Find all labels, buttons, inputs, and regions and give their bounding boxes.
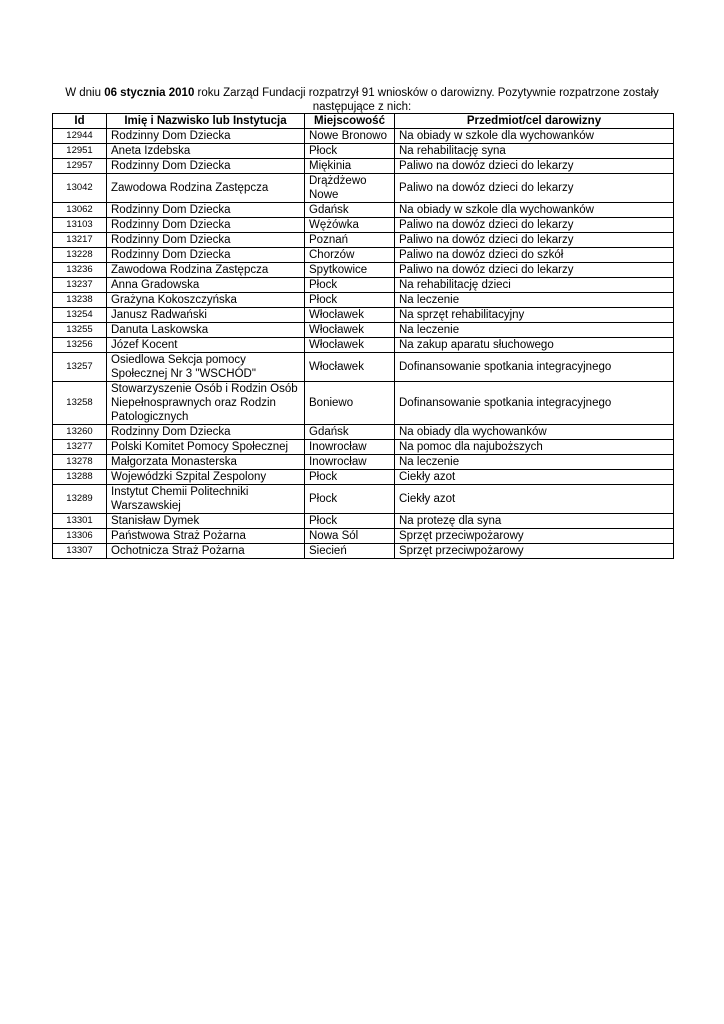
row-city-cell: Płock	[305, 278, 395, 293]
row-name-cell: Ochotnicza Straż Pożarna	[107, 544, 305, 559]
row-city-cell: Włocławek	[305, 338, 395, 353]
table-row	[53, 233, 674, 248]
row-id-cell: 12957	[53, 159, 107, 174]
row-name-cell: Józef Kocent	[107, 338, 305, 353]
row-city-cell: Płock	[305, 293, 395, 308]
row-name-cell: Wojewódzki Szpital Zespolony	[107, 470, 305, 485]
row-name-cell: Anna Gradowska	[107, 278, 305, 293]
row-city-cell: Nowa Sól	[305, 529, 395, 544]
row-id-cell: 13062	[53, 203, 107, 218]
table-row	[53, 529, 674, 544]
row-city-cell: Poznań	[305, 233, 395, 248]
row-purpose-cell: Paliwo na dowóz dzieci do lekarzy	[395, 233, 674, 248]
row-city-cell: Gdańsk	[305, 425, 395, 440]
row-id-cell: 13236	[53, 263, 107, 278]
row-name-cell: Instytut Chemii Politechniki Warszawskiej	[107, 485, 305, 514]
row-id-cell: 13042	[53, 174, 107, 203]
row-id-cell: 13256	[53, 338, 107, 353]
table-row	[53, 308, 674, 323]
intro-date: 06 stycznia 2010	[104, 87, 195, 99]
table-row	[53, 323, 674, 338]
table-row	[53, 485, 674, 514]
row-city-cell: Inowrocław	[305, 440, 395, 455]
table-row	[53, 174, 674, 203]
header-purpose: Przedmiot/cel darowizny	[395, 114, 674, 129]
row-purpose-cell: Na zakup aparatu słuchowego	[395, 338, 674, 353]
intro-suffix: roku Zarząd Fundacji rozpatrzył 91 wniosków o darowizny. Pozytywnie rozpatrzone zostały następujące z nich:	[194, 87, 659, 113]
row-purpose-cell: Dofinansowanie spotkania integracyjnego	[395, 353, 674, 382]
row-purpose-cell: Paliwo na dowóz dzieci do lekarzy	[395, 174, 674, 203]
row-city-cell: Wężówka	[305, 218, 395, 233]
row-name-cell: Aneta Izdebska	[107, 144, 305, 159]
row-id-cell: 13301	[53, 514, 107, 529]
table-row	[53, 129, 674, 144]
row-purpose-cell: Ciekły azot	[395, 470, 674, 485]
row-purpose-cell: Paliwo na dowóz dzieci do lekarzy	[395, 218, 674, 233]
row-city-cell: Miękinia	[305, 159, 395, 174]
row-city-cell: Włocławek	[305, 323, 395, 338]
donations-table	[52, 113, 674, 559]
row-name-cell: Rodzinny Dom Dziecka	[107, 203, 305, 218]
row-city-cell: Płock	[305, 485, 395, 514]
row-city-cell: Siecień	[305, 544, 395, 559]
row-id-cell: 13278	[53, 455, 107, 470]
row-purpose-cell: Na obiady w szkole dla wychowanków	[395, 129, 674, 144]
row-purpose-cell: Na protezę dla syna	[395, 514, 674, 529]
table-row	[53, 144, 674, 159]
row-purpose-cell: Sprzęt przeciwpożarowy	[395, 544, 674, 559]
table-row	[53, 514, 674, 529]
table-row	[53, 293, 674, 308]
row-name-cell: Rodzinny Dom Dziecka	[107, 218, 305, 233]
row-purpose-cell: Paliwo na dowóz dzieci do szkół	[395, 248, 674, 263]
row-purpose-cell: Paliwo na dowóz dzieci do lekarzy	[395, 159, 674, 174]
row-name-cell: Danuta Laskowska	[107, 323, 305, 338]
row-name-cell: Państwowa Straż Pożarna	[107, 529, 305, 544]
row-id-cell: 13277	[53, 440, 107, 455]
row-city-cell: Drążdżewo Nowe	[305, 174, 395, 203]
row-city-cell: Gdańsk	[305, 203, 395, 218]
row-city-cell: Chorzów	[305, 248, 395, 263]
row-purpose-cell: Na rehabilitację dzieci	[395, 278, 674, 293]
row-purpose-cell: Sprzęt przeciwpożarowy	[395, 529, 674, 544]
table-row	[53, 159, 674, 174]
row-purpose-cell: Paliwo na dowóz dzieci do lekarzy	[395, 263, 674, 278]
table-row	[53, 470, 674, 485]
intro-paragraph	[52, 86, 672, 114]
row-city-cell: Inowrocław	[305, 455, 395, 470]
row-purpose-cell: Na obiady w szkole dla wychowanków	[395, 203, 674, 218]
header-city: Miejscowość	[305, 114, 395, 129]
table-row	[53, 203, 674, 218]
row-id-cell: 13238	[53, 293, 107, 308]
intro-prefix: W dniu	[65, 87, 105, 99]
row-name-cell: Rodzinny Dom Dziecka	[107, 248, 305, 263]
row-city-cell: Nowe Bronowo	[305, 129, 395, 144]
row-purpose-cell: Na rehabilitację syna	[395, 144, 674, 159]
row-name-cell: Rodzinny Dom Dziecka	[107, 159, 305, 174]
table-row	[53, 218, 674, 233]
row-id-cell: 13307	[53, 544, 107, 559]
row-city-cell: Włocławek	[305, 353, 395, 382]
row-name-cell: Małgorzata Monasterska	[107, 455, 305, 470]
row-name-cell: Osiedlowa Sekcja pomocy Społecznej Nr 3 "WSCHÓD"	[107, 353, 305, 382]
header-id: Id	[53, 114, 107, 129]
table-row	[53, 248, 674, 263]
table-row	[53, 278, 674, 293]
table-row	[53, 382, 674, 425]
row-id-cell: 12951	[53, 144, 107, 159]
table-row	[53, 544, 674, 559]
table-header	[53, 114, 674, 129]
row-id-cell: 13258	[53, 382, 107, 425]
row-id-cell: 13289	[53, 485, 107, 514]
row-name-cell: Grażyna Kokoszczyńska	[107, 293, 305, 308]
row-name-cell: Rodzinny Dom Dziecka	[107, 233, 305, 248]
row-name-cell: Stowarzyszenie Osób i Rodzin Osób Niepełnosprawnych oraz Rodzin Patologicznych	[107, 382, 305, 425]
table-row	[53, 263, 674, 278]
row-id-cell: 13288	[53, 470, 107, 485]
row-id-cell: 13257	[53, 353, 107, 382]
row-purpose-cell: Na obiady dla wychowanków	[395, 425, 674, 440]
row-name-cell: Zawodowa Rodzina Zastępcza	[107, 174, 305, 203]
row-purpose-cell: Ciekły azot	[395, 485, 674, 514]
row-purpose-cell: Na sprzęt rehabilitacyjny	[395, 308, 674, 323]
row-purpose-cell: Na pomoc dla najuboższych	[395, 440, 674, 455]
table-row	[53, 425, 674, 440]
table-row	[53, 353, 674, 382]
row-id-cell: 12944	[53, 129, 107, 144]
row-city-cell: Płock	[305, 144, 395, 159]
row-id-cell: 13254	[53, 308, 107, 323]
row-name-cell: Zawodowa Rodzina Zastępcza	[107, 263, 305, 278]
row-name-cell: Janusz Radwański	[107, 308, 305, 323]
row-city-cell: Spytkowice	[305, 263, 395, 278]
row-city-cell: Włocławek	[305, 308, 395, 323]
row-id-cell: 13217	[53, 233, 107, 248]
row-city-cell: Boniewo	[305, 382, 395, 425]
table-body	[53, 129, 674, 559]
row-purpose-cell: Na leczenie	[395, 323, 674, 338]
row-id-cell: 13228	[53, 248, 107, 263]
row-id-cell: 13255	[53, 323, 107, 338]
row-city-cell: Płock	[305, 514, 395, 529]
header-row	[53, 114, 674, 129]
row-purpose-cell: Dofinansowanie spotkania integracyjnego	[395, 382, 674, 425]
row-name-cell: Polski Komitet Pomocy Społecznej	[107, 440, 305, 455]
row-id-cell: 13260	[53, 425, 107, 440]
row-id-cell: 13237	[53, 278, 107, 293]
row-city-cell: Płock	[305, 470, 395, 485]
row-name-cell: Rodzinny Dom Dziecka	[107, 425, 305, 440]
table-row	[53, 440, 674, 455]
row-purpose-cell: Na leczenie	[395, 455, 674, 470]
row-name-cell: Stanisław Dymek	[107, 514, 305, 529]
header-name: Imię i Nazwisko lub Instytucja	[107, 114, 305, 129]
row-purpose-cell: Na leczenie	[395, 293, 674, 308]
row-id-cell: 13306	[53, 529, 107, 544]
row-name-cell: Rodzinny Dom Dziecka	[107, 129, 305, 144]
table-row	[53, 338, 674, 353]
table-row	[53, 455, 674, 470]
row-id-cell: 13103	[53, 218, 107, 233]
